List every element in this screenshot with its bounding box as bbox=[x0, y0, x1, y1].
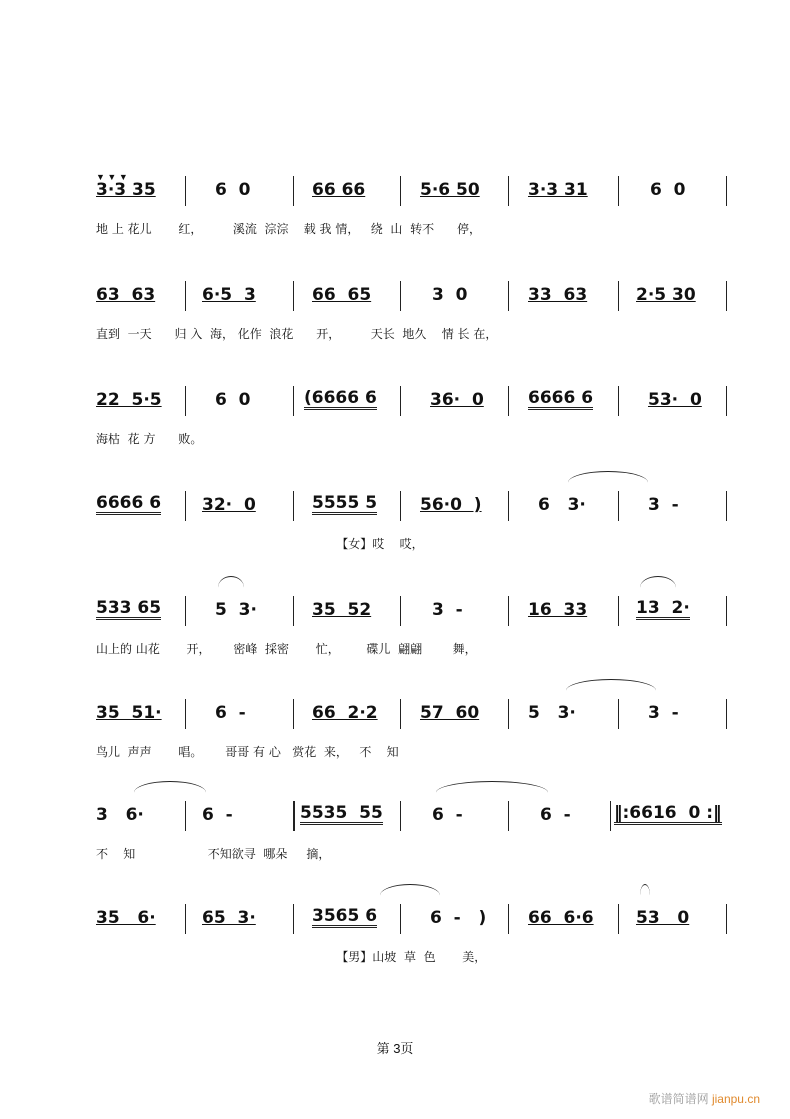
barline bbox=[618, 176, 619, 206]
measure: 6 - bbox=[202, 805, 233, 825]
barline bbox=[400, 176, 401, 206]
measure: 13 2· bbox=[636, 598, 690, 618]
measure: 3 - bbox=[648, 703, 679, 723]
barline bbox=[293, 904, 294, 934]
barline bbox=[610, 801, 611, 831]
tie-arc bbox=[218, 576, 244, 599]
measure: 53 0 bbox=[636, 908, 690, 928]
barline bbox=[618, 386, 619, 416]
score-row-8 bbox=[90, 898, 740, 978]
measure: 33 63 bbox=[528, 285, 588, 305]
measure: 35 52 bbox=[312, 600, 372, 620]
measure: 5535 55 bbox=[300, 803, 383, 823]
score-row-3 bbox=[90, 380, 740, 460]
lyrics-line: 不 知 不知欲寻 哪朵 摘， bbox=[96, 847, 331, 861]
score-row-2 bbox=[90, 275, 740, 355]
barline bbox=[400, 596, 401, 626]
barline bbox=[726, 699, 727, 729]
barline bbox=[726, 596, 727, 626]
barline bbox=[293, 281, 294, 311]
measure: 6 0 bbox=[650, 180, 686, 200]
barline bbox=[508, 176, 509, 206]
barline bbox=[185, 801, 186, 831]
measure: 5 3· bbox=[528, 703, 576, 723]
score-row-4 bbox=[90, 485, 740, 565]
measure: 6 0 bbox=[215, 180, 251, 200]
lyrics-line: 【男】山坡 草 色 美， bbox=[96, 950, 487, 964]
measure: 35 51· bbox=[96, 703, 162, 723]
measure: 6666 6 bbox=[96, 493, 162, 513]
tie-arc bbox=[436, 781, 548, 804]
barline bbox=[400, 801, 401, 831]
lyrics-line: 山上的 山花 开， 密峰 採密 忙， 碟儿 翩翩 舞， bbox=[96, 642, 477, 656]
barline bbox=[726, 904, 727, 934]
score-row-7 bbox=[90, 795, 740, 875]
watermark-cn: 歌谱简谱网 bbox=[648, 1092, 709, 1106]
barline bbox=[508, 699, 509, 729]
lyrics-line: 地 上 花儿 红， 溪流 淙淙 载 我 情， 绕 山 转不 停， bbox=[96, 222, 481, 236]
tie-arc bbox=[134, 781, 206, 804]
measure: 6 0 bbox=[215, 390, 251, 410]
tie-arc bbox=[380, 884, 440, 907]
barline bbox=[508, 491, 509, 521]
barline bbox=[185, 491, 186, 521]
measure: 53· 0 bbox=[648, 390, 702, 410]
notes-line bbox=[90, 795, 740, 835]
notes-line bbox=[90, 380, 740, 420]
score-row-1 bbox=[90, 170, 740, 250]
measure: 63 63 bbox=[96, 285, 156, 305]
measure: 6 - bbox=[432, 805, 463, 825]
measure: 5555 5 bbox=[312, 493, 378, 513]
notes-line bbox=[90, 693, 740, 733]
measure: 5 3· bbox=[215, 600, 257, 620]
barline bbox=[726, 386, 727, 416]
measure: 66 66 bbox=[312, 180, 366, 200]
barline bbox=[185, 281, 186, 311]
measure: 6 - bbox=[215, 703, 246, 723]
barline bbox=[400, 491, 401, 521]
barline bbox=[400, 386, 401, 416]
measure: 3·3 35 bbox=[96, 180, 156, 200]
tie-arc bbox=[640, 576, 676, 599]
score-row-6 bbox=[90, 693, 740, 773]
measure: 16 33 bbox=[528, 600, 588, 620]
measure: 35 6· bbox=[96, 908, 156, 928]
watermark-en: jianpu.cn bbox=[711, 1092, 760, 1106]
measure: ‖:6616 0 :‖ bbox=[614, 803, 722, 823]
barline bbox=[508, 596, 509, 626]
barline bbox=[618, 281, 619, 311]
measure: 533 65 bbox=[96, 598, 162, 618]
barline bbox=[618, 904, 619, 934]
notes-line bbox=[90, 170, 740, 210]
measure: 6 - bbox=[540, 805, 571, 825]
barline bbox=[293, 699, 294, 729]
measure: 22 5·5 bbox=[96, 390, 162, 410]
measure: 3 0 bbox=[432, 285, 468, 305]
accent-mark: ▼ ▼ ▼ bbox=[96, 172, 128, 182]
barline bbox=[618, 596, 619, 626]
measure: 32· 0 bbox=[202, 495, 256, 515]
measure: 56·0 ) bbox=[420, 495, 482, 515]
lyrics-line: 【女】哎 哎， bbox=[96, 537, 424, 551]
measure: 57 60 bbox=[420, 703, 480, 723]
barline bbox=[185, 386, 186, 416]
measure: 36· 0 bbox=[430, 390, 484, 410]
barline bbox=[508, 386, 509, 416]
barline bbox=[726, 176, 727, 206]
barline bbox=[185, 596, 186, 626]
notes-line bbox=[90, 898, 740, 938]
measure: 65 3· bbox=[202, 908, 256, 928]
barline bbox=[618, 699, 619, 729]
watermark bbox=[649, 1090, 760, 1107]
measure: 6·5 3 bbox=[202, 285, 256, 305]
measure: 6 3· bbox=[538, 495, 586, 515]
measure: 3·3 31 bbox=[528, 180, 588, 200]
lyrics-line: 海枯 花 方 败。 bbox=[96, 432, 203, 446]
barline bbox=[185, 699, 186, 729]
lyrics-line: 鸟儿 声声 唱。 哥哥 有 心 赏花 来， 不 知 bbox=[96, 745, 399, 759]
barline bbox=[618, 491, 619, 521]
measure: 6 - ) bbox=[430, 908, 487, 928]
measure: (6666 6 bbox=[304, 388, 377, 408]
score-row-5 bbox=[90, 590, 740, 670]
measure: 5·6 50 bbox=[420, 180, 480, 200]
notes-line bbox=[90, 590, 740, 630]
barline bbox=[185, 176, 186, 206]
tie-arc bbox=[566, 679, 656, 702]
barline bbox=[185, 904, 186, 934]
measure: 3 - bbox=[648, 495, 679, 515]
tie-arc bbox=[568, 471, 648, 494]
page-number: 第 3页 bbox=[376, 1041, 414, 1056]
barline bbox=[293, 596, 294, 626]
measure: 2·5 30 bbox=[636, 285, 696, 305]
measure: 6666 6 bbox=[528, 388, 594, 408]
barline bbox=[293, 386, 294, 416]
barline bbox=[508, 904, 509, 934]
measure: 3565 6 bbox=[312, 906, 378, 926]
barline bbox=[293, 491, 294, 521]
barline bbox=[400, 904, 401, 934]
lyrics-line: 直到 一天 归 入 海， 化作 浪花 开， 天长 地久 情 长 在， bbox=[96, 327, 498, 341]
measure: 66 6·6 bbox=[528, 908, 594, 928]
notes-line bbox=[90, 485, 740, 525]
tie-arc bbox=[640, 884, 650, 907]
barline bbox=[400, 281, 401, 311]
barline bbox=[726, 281, 727, 311]
notes-line bbox=[90, 275, 740, 315]
measure: 3 6· bbox=[96, 805, 144, 825]
measure: 66 65 bbox=[312, 285, 372, 305]
measure: 3 - bbox=[432, 600, 463, 620]
barline bbox=[726, 491, 727, 521]
measure: 66 2·2 bbox=[312, 703, 378, 723]
barline bbox=[293, 801, 295, 831]
barline bbox=[400, 699, 401, 729]
barline bbox=[508, 801, 509, 831]
barline bbox=[293, 176, 294, 206]
barline bbox=[508, 281, 509, 311]
